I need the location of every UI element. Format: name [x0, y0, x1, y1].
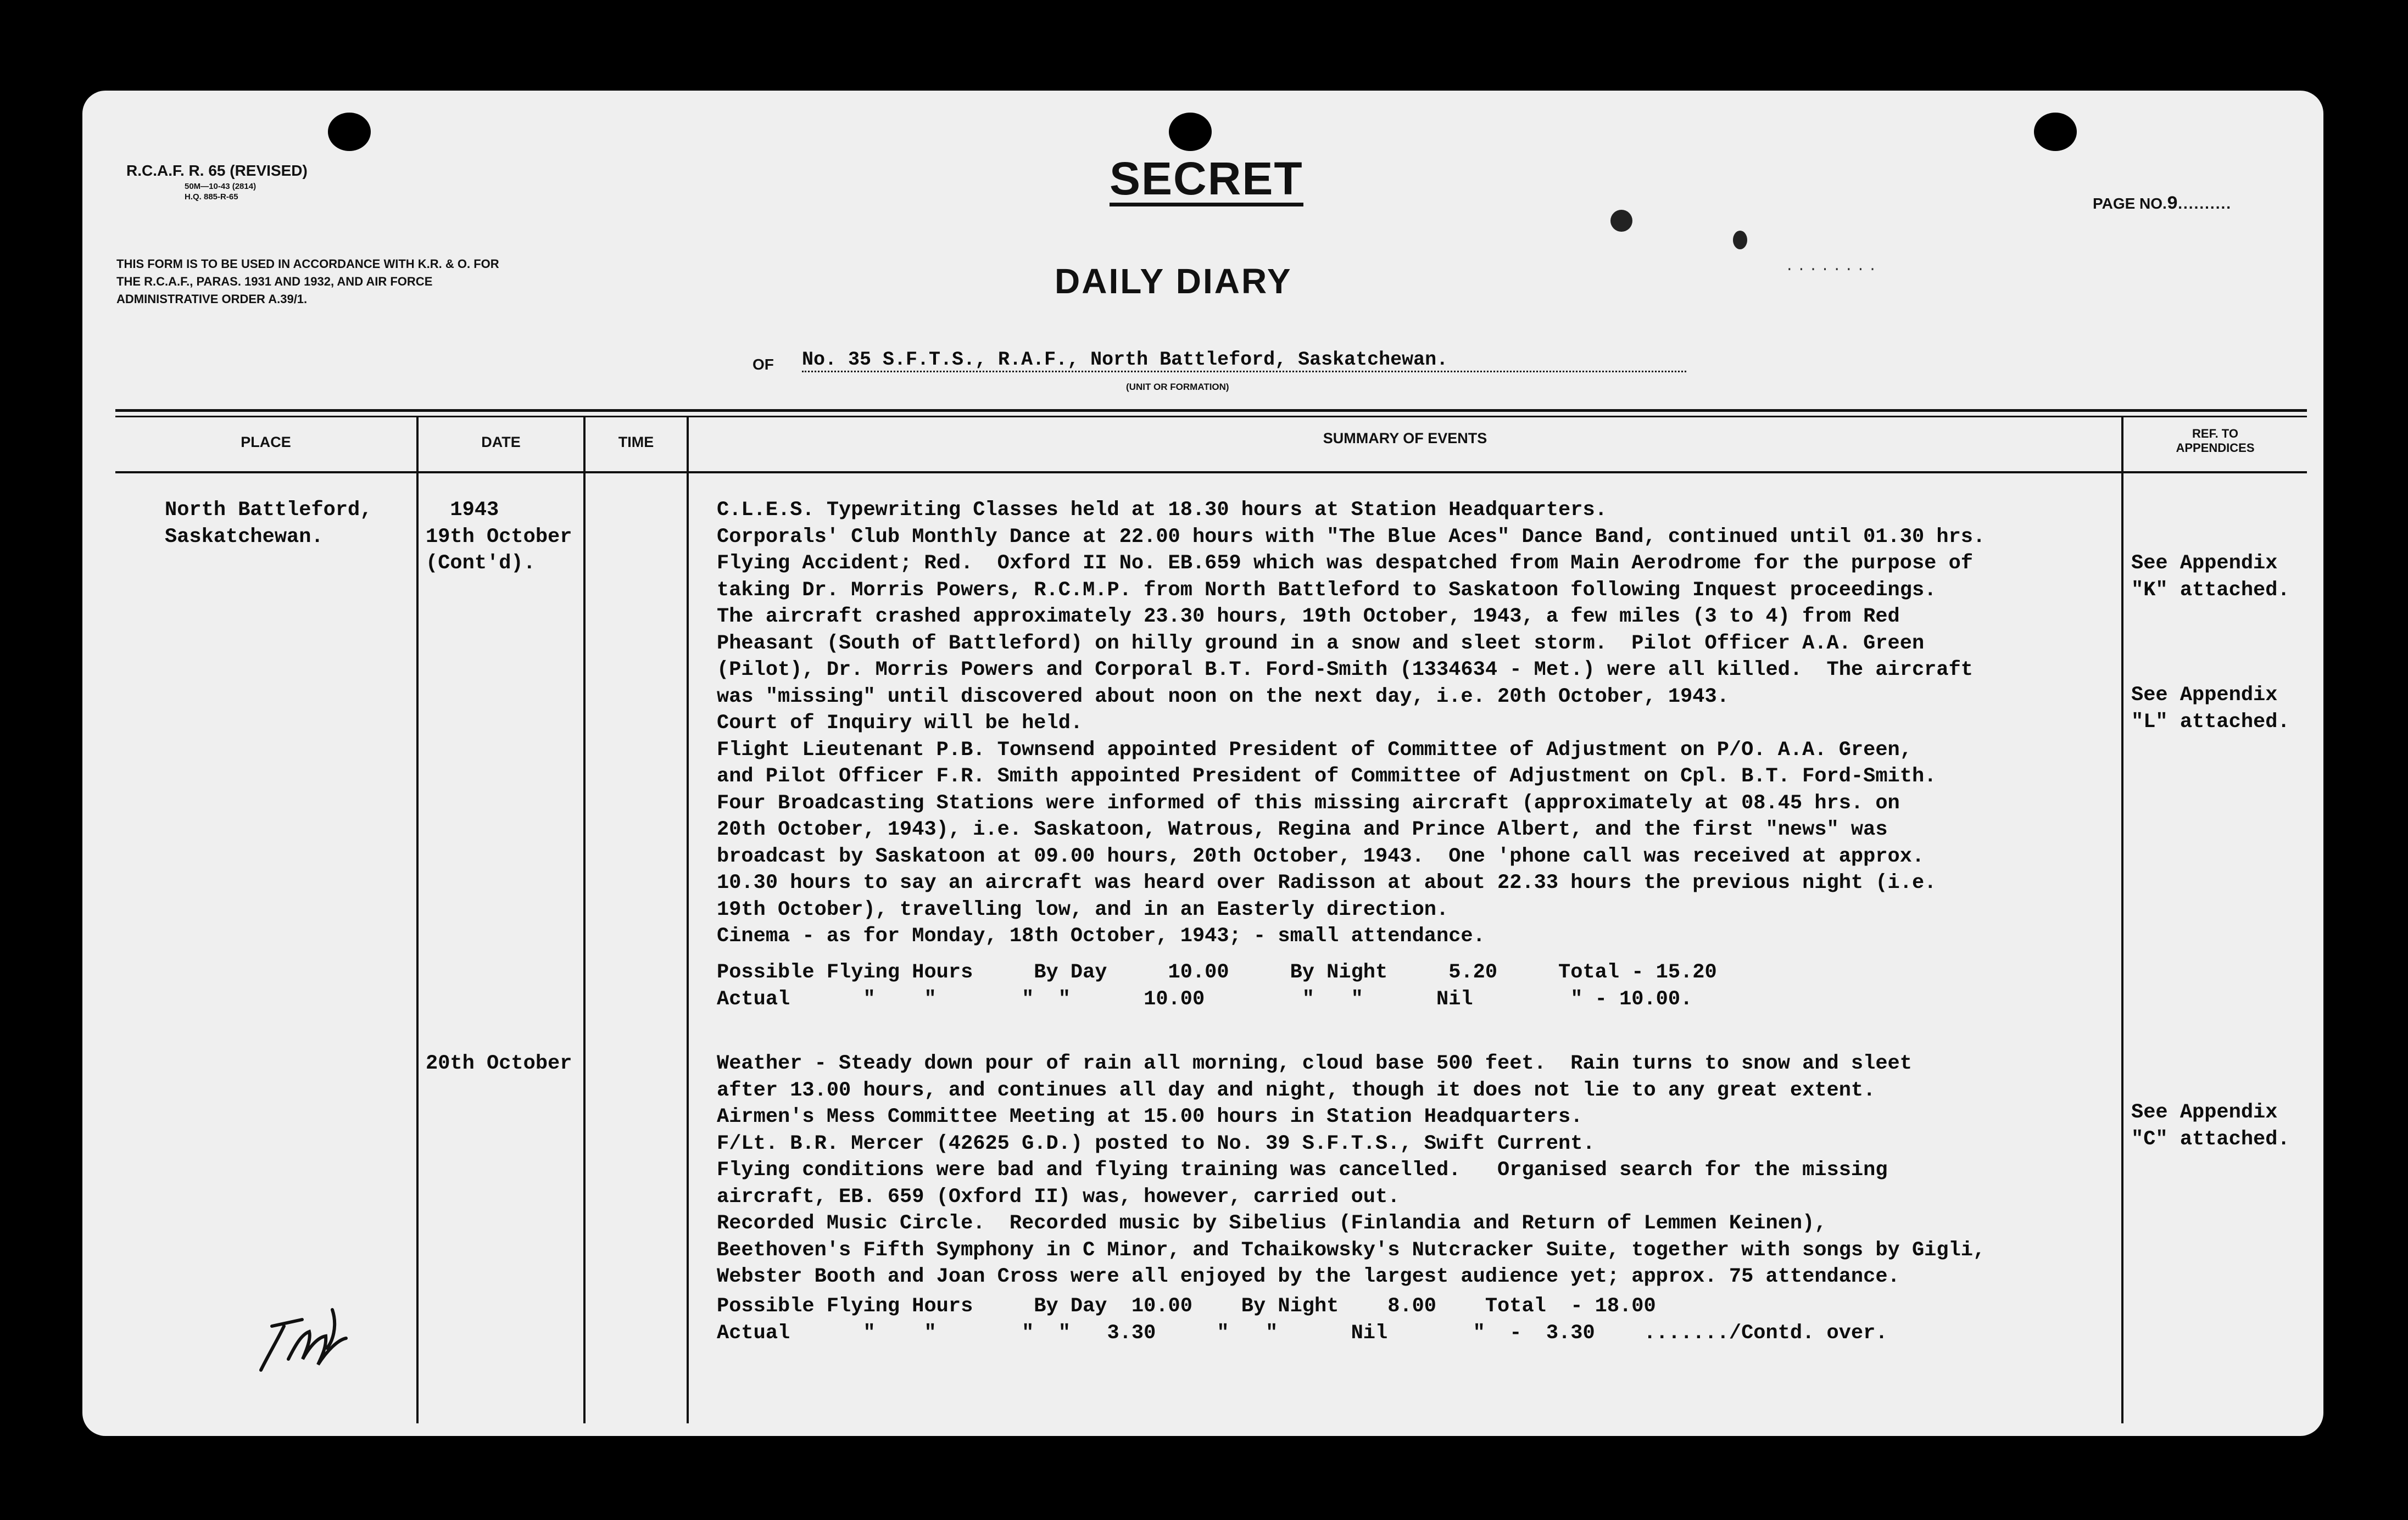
flying-hours-cell: Possible Flying Hours By Day 10.00 By Night 5.20 Total - 15.20 Actual " " " " 10.00 " " Nil " - 10.00. [717, 961, 1717, 1011]
ink-blot [1610, 210, 1632, 232]
form-identification [126, 162, 308, 202]
diary-sheet [82, 91, 2323, 1436]
column-divider [416, 416, 419, 1423]
place-cell: North Battleford, Saskatchewan. [165, 499, 372, 549]
column-header-ref-line2: APPENDICES [2176, 441, 2255, 455]
punch-hole-icon [1169, 113, 1212, 151]
column-header-place: PLACE [241, 434, 291, 450]
column-header-ref-line1: REF. TO [2192, 427, 2238, 440]
summary-cell: Weather - Steady down pour of rain all morning, cloud base 500 feet. Rain turns to snow and sleet after 13.00 hours, and continues all day and night, though it does not lie to any great extent. Airmen's Mess Committee Meeting at 15.00 hours in Station Headquarters. F/Lt. B.R. Mercer (42625 G.D.) posted to No. 39 S.F.T.S., Swift Current. Flying conditions were bad and flying training was cancelled. Organised search for the missing aircraft, EB. 659 (Oxford II) was, however, carried out. Recorded Music Circle. Recorded music by Sibelius (Finlandia and Return of Lemmen Keinen), Beethoven's Fifth Symphony in C Minor, and Tchaikowsky's Nutcracker Suite, together with songs by Gigli, Webster Booth and Joan Cross were all enjoyed by the largest audience yet; approx. 75 attendance. [717, 1052, 1986, 1288]
ink-blot [1733, 231, 1747, 249]
date-cell: 1943 19th October (Cont'd). [426, 499, 572, 575]
handwritten-initials [250, 1288, 360, 1381]
appendix-reference: See Appendix "L" attached. [2131, 684, 2290, 734]
column-header-summary: SUMMARY OF EVENTS [1323, 430, 1487, 446]
summary-cell: C.L.E.S. Typewriting Classes held at 18.30 hours at Station Headquarters. Corporals' Club Monthly Dance at 22.00 hours with "The Blue Aces" Dance Band, continued until 01.30 hrs. Flying Accident; Red. Oxford II No. EB.659 which was despatched from Main Aerodrome for the purpose of taking Dr. Morris Powers, R.C.M.P. from North Battleford to Saskatoon following Inquest proceedings. The aircraft crashed approximately 23.30 hours, 19th October, 1943, a few miles (3 to 4) from Red Pheasant (South of Battleford) on hilly ground in a snow and sleet storm. Pilot Officer A.A. Green (Pilot), Dr. Morris Powers and Corporal B.T. Ford-Smith (1334634 - Met.) were all killed. The aircraft was "missing" until discovered about noon on the next day, i.e. 20th October, 1943. Court of Inquiry will be held. Flight Lieutenant P.B. Townsend appointed President of Committee of Adjustment on P/O. A.A. Green, and Pilot Officer F.R. Smith appointed President of Committee of Adjustment on Cpl. B.T. Ford-Smith. Four Broadcasting Stations were informed of this missing aircraft (approximately at 08.45 hrs. on 20th October, 1943), i.e. Saskatoon, Watrous, Regina and Prince Albert, and the first "news" was broadcast by Saskatoon at 09.00 hours, 20th October, 1943. One 'phone call was received at approx. 10.30 hours to say an aircraft was heard over Radisson at about 22.33 hours the previous night (i.e. 19th October), travelling low, and in an Easterly direction. Cinema - as for Monday, 18th October, 1943; - small attendance. [717, 499, 1986, 948]
appendix-reference: See Appendix "K" attached. [2131, 552, 2290, 602]
form-hq-ref: H.Q. 885-R-65 [185, 192, 238, 202]
page-number: PAGE NO.9.......... [2093, 194, 2232, 215]
page-number-label: PAGE NO. [2093, 195, 2167, 212]
page-title: DAILY DIARY [1055, 261, 1292, 301]
dotted-line: ........ [1785, 258, 1880, 275]
form-number: R.C.A.F. R. 65 (REVISED) [126, 162, 308, 179]
table-top-rule [115, 409, 2307, 412]
punch-hole-icon [2034, 113, 2077, 151]
column-header-date: DATE [481, 434, 521, 450]
form-usage-notice: THIS FORM IS TO BE USED IN ACCORDANCE WITH K.R. & O. FOR THE R.C.A.F., PARAS. 1931 AND 1932, AND AIR FORCE ADMINISTRATIVE ORDER A.39/1. [116, 257, 499, 306]
table-top-rule-inner [115, 416, 2307, 417]
unit-name: No. 35 S.F.T.S., R.A.F., North Battleford, Saskatchewan. [802, 349, 1686, 372]
column-divider [583, 416, 586, 1423]
of-label: OF [752, 356, 774, 373]
form-print-code: 50M—10-43 (2814) [185, 182, 257, 191]
column-divider [687, 416, 689, 1423]
table-header-rule [115, 471, 2307, 473]
date-cell: 20th October [426, 1052, 572, 1075]
unit-caption: (UNIT OR FORMATION) [1126, 382, 1229, 392]
column-header-ref [2123, 427, 2307, 455]
page-number-value: 9 [2166, 194, 2178, 215]
flying-hours-cell: Possible Flying Hours By Day 10.00 By Night 8.00 Total - 18.00 Actual " " " " 3.30 " " Nil " - 3.30 ......./Contd. over. [717, 1295, 1888, 1345]
appendix-reference: See Appendix "C" attached. [2131, 1101, 2290, 1151]
punch-hole-icon [328, 113, 371, 151]
classification-heading: SECRET [1110, 155, 1303, 206]
column-divider [2121, 416, 2123, 1423]
column-header-time: TIME [618, 434, 654, 450]
